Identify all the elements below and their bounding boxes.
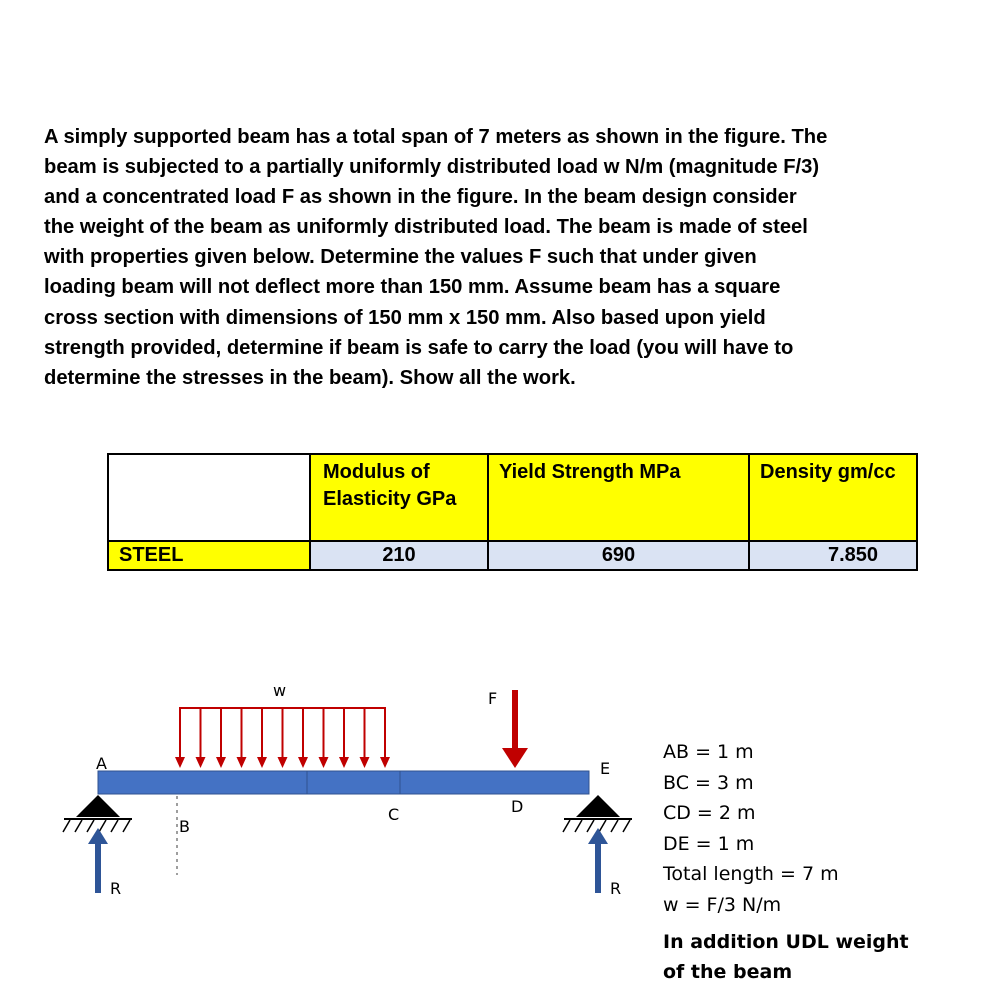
problem-line: determine the stresses in the beam). Show all the work. [44, 366, 576, 389]
label-D: D [511, 797, 524, 816]
left-reaction-arrow [88, 828, 108, 893]
udl-arrow [237, 708, 247, 768]
udl-arrow [257, 708, 267, 768]
beam-diagram [0, 640, 660, 960]
beam-weight-note: In addition UDL weight of the beam [663, 931, 909, 983]
problem-line: strength provided, determine if beam is safe to carry the load (you will have to [44, 336, 794, 359]
udl-arrow [216, 708, 226, 768]
problem-line: with properties given below. Determine the values F such that under given [44, 246, 757, 269]
header-density: Density gm/cc [749, 454, 917, 541]
table-header-row [108, 454, 917, 541]
problem-line: and a concentrated load F as shown in the figure. In the beam design consider [44, 186, 797, 209]
yield-strength-value: 690 [488, 541, 749, 570]
udl-arrow [278, 708, 288, 768]
problem-line: A simply supported beam has a total span of 7 meters as shown in the figure. The [44, 126, 828, 148]
label-C: C [388, 805, 400, 824]
dimension-bc: BC = 3 m [663, 771, 754, 794]
header-yield-strength: Yield Strength MPa [488, 454, 749, 541]
dimension-notes [663, 737, 918, 987]
label-F: F [488, 689, 498, 708]
right-reaction-arrow [588, 828, 608, 893]
problem-statement [44, 122, 989, 393]
table-header-blank [108, 454, 310, 541]
table-row [108, 541, 917, 570]
udl-arrow [319, 708, 329, 768]
udl-arrow [380, 708, 390, 768]
problem-line: cross section with dimensions of 150 mm x 150 mm. Also based upon yield [44, 306, 766, 329]
udl-arrow [196, 708, 206, 768]
udl-arrow [175, 708, 185, 768]
material-name: STEEL [108, 541, 310, 570]
problem-line: beam is subjected to a partially uniformly distributed load w N/m (magnitude F/3) [44, 156, 820, 179]
label-E: E [600, 759, 611, 778]
label-A: A [96, 754, 107, 773]
beam [98, 771, 589, 794]
udl-arrow [298, 708, 308, 768]
point-load-arrow [502, 690, 528, 768]
problem-line: the weight of the beam as uniformly distributed load. The beam is made of steel [44, 216, 808, 239]
label-reaction-left: R [110, 879, 122, 898]
label-w: w [273, 681, 287, 700]
udl-load [175, 708, 390, 768]
header-modulus: Modulus of Elasticity GPa [310, 454, 488, 541]
udl-arrow [339, 708, 349, 768]
udl-magnitude: w = F/3 N/m [663, 893, 782, 916]
label-B: B [179, 817, 190, 836]
label-reaction-right: R [610, 879, 622, 898]
dimension-cd: CD = 2 m [663, 802, 756, 824]
left-pin-support [63, 795, 132, 832]
total-length: Total length = 7 m [663, 863, 839, 885]
udl-arrow [360, 708, 370, 768]
dimension-de: DE = 1 m [663, 832, 755, 855]
material-properties-table [107, 453, 918, 571]
modulus-value: 210 [310, 541, 488, 570]
density-value: 7.850 [749, 541, 917, 570]
dimension-ab: AB = 1 m [663, 741, 754, 763]
problem-line: loading beam will not deflect more than 150 mm. Assume beam has a square [44, 276, 781, 299]
right-pin-support [563, 795, 632, 832]
